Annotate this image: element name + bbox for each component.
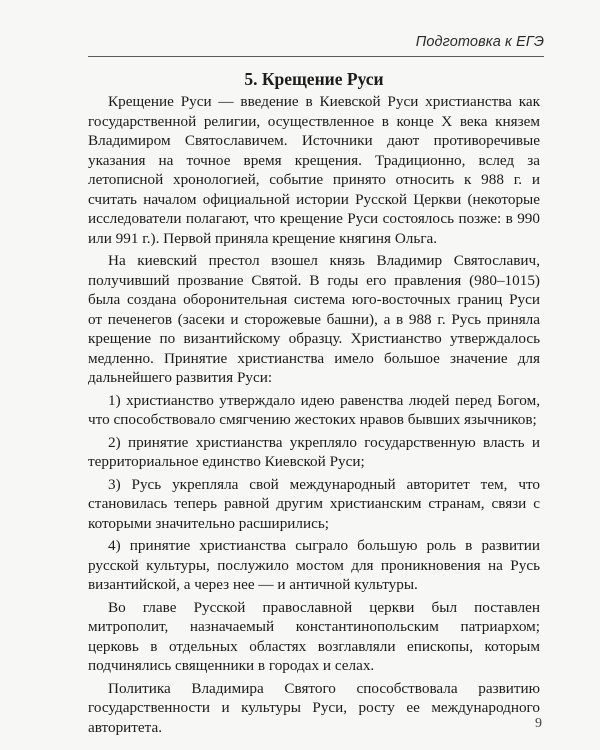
list-item-1: 1) христианство утверждало идею равенства людей перед Богом, что способствовало смягчению жестоких нравов бывших язычников; (88, 391, 540, 428)
list-item-4: 4) принятие христианства сыграло большую роль в развитии русской культуры, послужило мостом для проникновения на Русь византийской, а через нее — и античной культуры. (88, 537, 540, 593)
paragraph-intro: Крещение Руси — введение в Киевской Руси христианства как государственной религии, осуществленное в конце X века князем Владимиром Святославичем. Источники дают противоречивые указания на точное время крещения. Традиционно, вслед за летописной хронологией, событие принято относить к 988 г. и считать началом официальной истории Русской Церкви (некоторые исследователи полагают, что крещение Руси состоялось позже: в 990 или 991 г.). Первой приняла крещение княгиня Ольга. (88, 93, 540, 247)
list-item-2: 2) принятие христианства укрепляло государственную власть и территориальное единство Киевской Руси; (88, 433, 540, 470)
running-header: Подготовка к ЕГЭ (415, 34, 544, 50)
page-body (88, 68, 540, 740)
paragraph-conclusion: Политика Владимира Святого способствовала развитию государственности и культуры Руси, росту ее международного авторитета. (88, 679, 540, 736)
section-title: 5. Крещение Руси (244, 69, 384, 89)
header-divider (88, 56, 544, 57)
list-item-3: 3) Русь укрепляла свой международный авторитет тем, что становилась теперь равной другим христианским странам, связи с которыми значительно расширились; (88, 475, 540, 532)
paragraph-church: Во главе Русской православной церкви был поставлен митрополит, назначаемый константинопольским патриархом; церковь в отдельных областях возглавляли епископы, которым подчинялись священники в городах и селах. (88, 598, 540, 674)
page-number: 9 (535, 716, 542, 731)
paragraph-vladimir: На киевский престол взошел князь Владимир Святославич, получивший прозвание Святой. В годы его правления (980–1015) была создана оборонительная система юго-восточных границ Руси от печенегов (засеки и сторожевые башни), а в 988 г. Русь приняла крещение по византийскому образцу. Христианство утверждалось медленно. Принятие христианства имело большое значение для дальнейшего развития Руси: (88, 252, 540, 386)
